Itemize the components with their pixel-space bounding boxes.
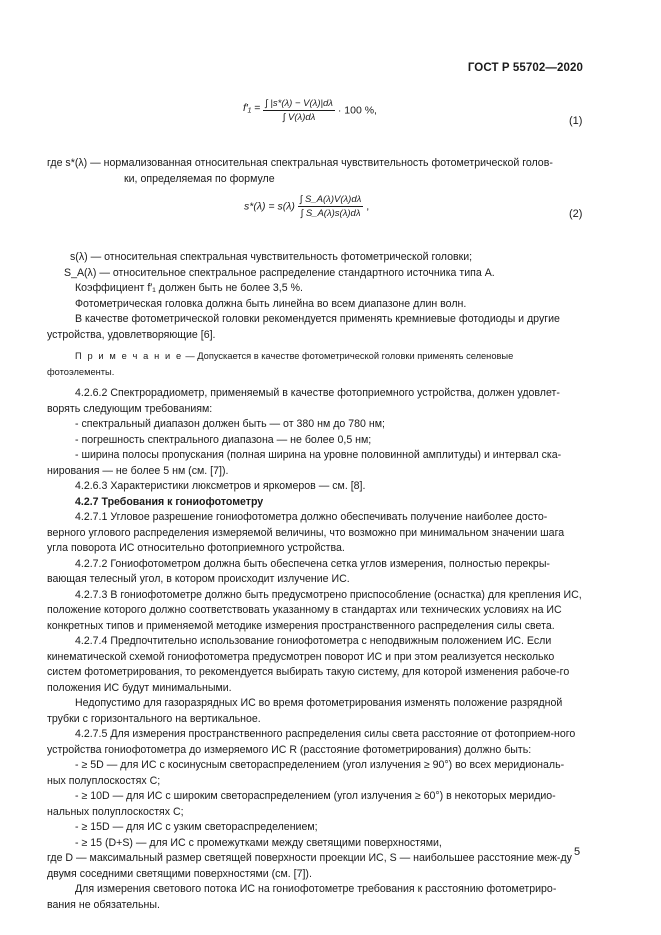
body-text [47,281,582,913]
standard-header: ГОСТ Р 55702—2020 [467,62,583,74]
paragraph: В качестве фотометрической головки рекомендуется применять кремниевые фотодиоды и другие устройства, удовлетворяющие [6]. [47,313,560,341]
paragraph: 4.2.6.2 Спектрорадиометр, применяемый в качестве фотоприемного устройства, должен удовлет-ворять следующим требованиям: [47,387,560,415]
formula-2-numerator: ∫ S_A(λ)V(λ)dλ [299,194,362,205]
paragraph: 4.2.7.3 В гониофотометре должно быть предусмотрено приспособление (оснастка) для крепления ИС, положение которого должно соответствовать указанному в стандартах или технических условиях на ИС конкретных типов и применяемой методике измерения пространственного распределения силы света. [47,588,582,632]
paragraph: 4.2.7.1 Угловое разрешение гониофотометра должно обеспечивать получение наиболее досто-верного углового распределения измеряемой величины, что возможно при минимальном значении шага угла поворота ИС относительно фотоприемного устройства. [47,511,565,554]
paragraph: 4.2.7.4 Предпочтительно использование гониофотометра с неподвижным положением ИС. Если кинематической схемой гониофотометра предусмотрен поворот ИС и при этом реализуется несколько систем фотометрирования, то рекомендуется выбирать такую систему, для которой изменения рабоче-го положения ИС будут минимальными. [47,635,570,694]
list-item: - ширина полосы пропускания (полная ширина на уровне половинной амплитуды) и интервал ска-нирования — не более 5 нм (см. [7]). [47,449,562,477]
definition-s-star-cont: ки, определяемая по формуле [124,172,275,185]
formula-1-lhs: f′₁ = [243,102,261,115]
formula-1-numerator: ∫ |s*(λ) − V(λ)|dλ [265,98,333,109]
definitions-list [64,250,585,281]
formula-2-lhs: s*(λ) = s(λ) [244,200,295,213]
paragraph: Фотометрическая головка должна быть линейна во всем диапазоне длин волн. [75,297,467,310]
paragraph: 4.2.7.5 Для измерения пространственного распределения силы света расстояние от фотоприем-ного устройства гониофотометра до измеряемого ИС R (расстояние фотометрирования) должно быть: [47,728,576,756]
definition-s-star-lead: где s*(λ) — нормализованная относительная спектральная чувствительность фотометрической голов- [47,157,553,169]
formula-1-number: (1) [569,115,583,127]
list-item: - ≥ 5D — для ИС с косинусным светораспределением (угол излучения ≥ 90°) во всех меридиональ-ных полуплоскостях C; [47,759,565,787]
note-label: П р и м е ч а н и е [75,351,183,361]
section-heading: 4.2.7 Требования к гониофотометру [75,495,264,508]
paragraph: Недопустимо для газоразрядных ИС во время фотометрирования изменять положение разрядной трубки с горизонтального на вертикальное. [47,697,563,725]
list-item: - ≥ 15 (D+S) — для ИС с промежутками между светящими поверхностями, [75,836,442,849]
formula-2-tail: , [366,200,370,213]
formula-1-fraction [263,98,335,123]
formula-2-number: (2) [569,208,583,220]
paragraph: 4.2.6.3 Характеристики люксметров и яркомеров — см. [8]. [75,480,366,492]
list-item: - погрешность спектрального диапазона — не более 0,5 нм; [75,433,372,446]
formula-1-rhs: · 100 %, [337,104,377,117]
definition-s: s(λ) — относительная спектральная чувствительность фотометрической головки; [70,251,473,263]
formula-1 [243,98,377,123]
list-item: - ≥ 10D — для ИС с широким светораспределением (угол излучения ≥ 60°) в некоторых меридио-нальных полуплоскостях C; [47,790,556,818]
list-item: - спектральный диапазон должен быть — от 380 нм до 780 нм; [75,418,385,430]
definition-sa: S_A(λ) — относительное спектральное распределение стандартного источника типа А. [64,266,495,279]
paragraph: Коэффициент f′₁ должен быть не более 3,5 %. [75,282,303,294]
paragraph: 4.2.7.2 Гониофотометром должна быть обеспечена сетка углов измерения, полностью перекры-вающая телесный угол, в котором происходит излучение ИС. [47,557,550,585]
paragraph: Для измерения светового потока ИС на гониофотометре требования к расстоянию фотометриро-вания не обязательны. [47,883,557,911]
list-item: - ≥ 15D — для ИС с узким светораспределением; [75,821,318,833]
formula-2-denominator: ∫ S_A(λ)s(λ)dλ [300,208,361,219]
definition-s-star [47,156,582,187]
page-number: 5 [574,846,581,858]
formula-2 [244,194,369,219]
formula-1-denominator: ∫ V(λ)dλ [282,112,316,123]
paragraph: где D — максимальный размер светящей поверхности проекции ИС, S — наибольшее расстояние меж-ду двумя соседними светящими поверхностями (см. [7]). [47,852,572,880]
formula-2-fraction [298,194,364,219]
note [47,349,582,380]
note-text: — Допускается в качестве фотометрической головки применять селеновые фотоэлементы. [47,351,514,377]
